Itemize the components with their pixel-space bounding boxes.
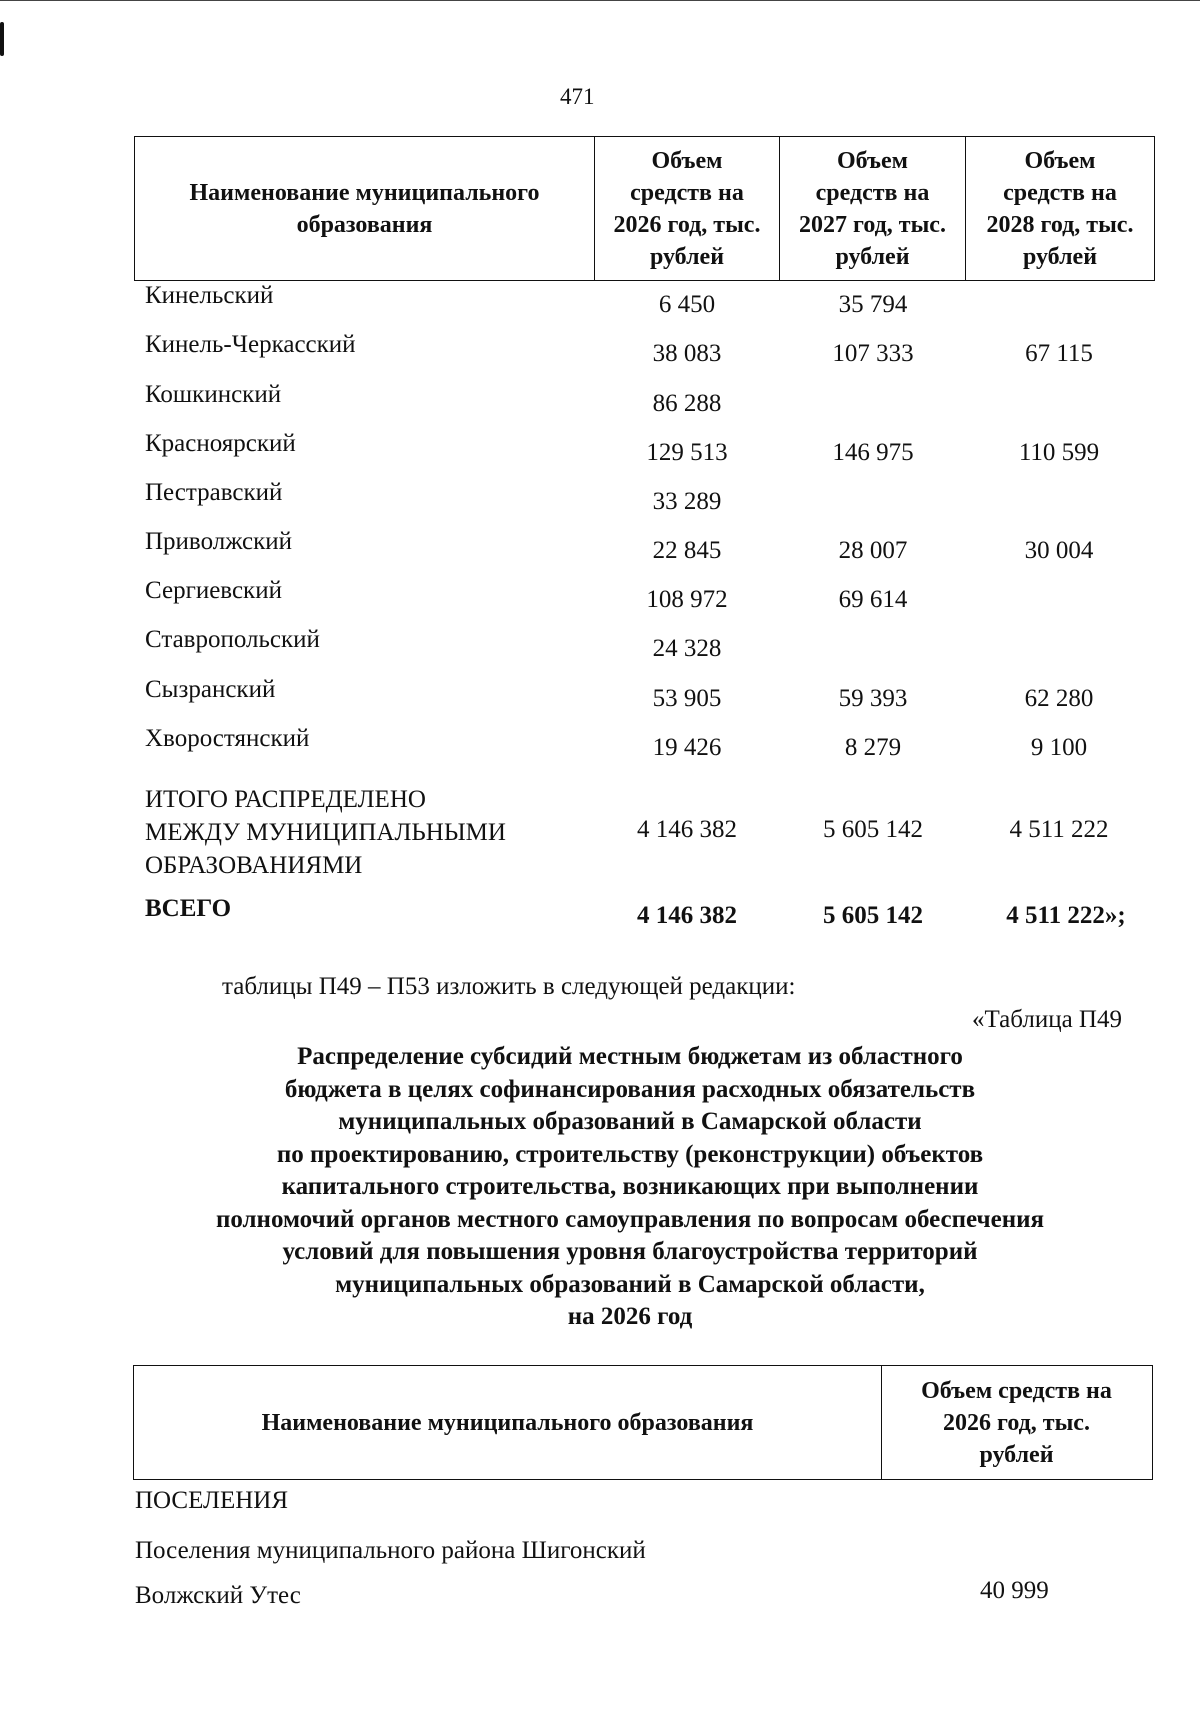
row-value-2027: 8 279 (844, 734, 902, 761)
row-name: Пестравский (145, 479, 283, 506)
row-value-2027: 69 614 (838, 586, 908, 613)
table2-header (133, 1365, 1153, 1480)
row-name: Приволжский (145, 528, 293, 555)
row-value-2027: 59 393 (838, 685, 908, 712)
table2-header-name: Наименование муниципального образования (134, 1366, 882, 1479)
row-name: Сергиевский (145, 577, 282, 604)
row-value-2028: 62 280 (1024, 685, 1094, 712)
row-name: Сызранский (145, 676, 276, 703)
title-line: по проектированию, строительству (реконструкции) объектов (276, 1140, 984, 1168)
grand-total-2028: 4 511 222»; (1006, 902, 1126, 929)
total-distributed-label-line: ОБРАЗОВАНИЯМИ (145, 852, 363, 879)
intro-text: таблицы П49 – П53 изложить в следующей редакции: (222, 973, 796, 1000)
row-value-2026: 86 288 (652, 390, 722, 417)
title-line: муниципальных образований в Самарской области, (335, 1270, 925, 1298)
total-distributed-row (0, 783, 1200, 883)
table1-header-name-text: Наименование муниципального образования (189, 179, 540, 238)
row-value-2028: 110 599 (1018, 439, 1100, 466)
total-distributed-label-line: ИТОГО РАСПРЕДЕЛЕНО (145, 786, 426, 813)
title-line: муниципальных образований в Самарской области (338, 1108, 922, 1135)
row-value-2027: 107 333 (832, 340, 914, 367)
table-row (0, 381, 1200, 421)
grand-total-2026: 4 146 382 (637, 902, 737, 929)
table-row (0, 479, 1200, 519)
row-value-2026: 24 328 (652, 635, 722, 662)
row-value-2026: 53 905 (652, 685, 722, 712)
table1-header-2026-text: Объем средств на 2026 год, тыс. рублей (613, 147, 761, 270)
total-distributed-2026: 4 146 382 (637, 816, 737, 843)
title-line: Распределение субсидий местным бюджетам из областного (297, 1043, 963, 1070)
table1-header-name (135, 137, 595, 280)
table2-header-2026 (881, 1366, 1152, 1479)
row-value-2026: 22 845 (652, 537, 722, 564)
table-row (0, 626, 1200, 666)
table-row (0, 577, 1200, 617)
total-distributed-label-line: МЕЖДУ МУНИЦИПАЛЬНЫМИ (145, 819, 506, 846)
table-row (0, 725, 1200, 765)
total-distributed-2028: 4 511 222 (1009, 816, 1109, 843)
grand-total-label: ВСЕГО (145, 895, 232, 922)
table-row (0, 528, 1200, 568)
row-name: Кинель-Черкасский (145, 331, 356, 358)
title-line: капитального строительства, возникающих при выполнении (281, 1173, 979, 1200)
row-name: Красноярский (145, 430, 296, 457)
table1-header-2028 (966, 137, 1154, 280)
title-line: на 2026 год (567, 1303, 693, 1330)
row-name: Кошкинский (145, 381, 282, 408)
row-value-2028: 67 115 (1025, 340, 1093, 367)
row-value-2026: 38 083 (652, 340, 722, 367)
table1-header-2028-text: Объем средств на 2028 год, тыс. рублей (986, 147, 1134, 270)
row-value-2027: 35 794 (838, 291, 908, 318)
table-row (0, 676, 1200, 716)
table2-header-2026-text: Объем средств на 2026 год, тыс. рублей (921, 1377, 1112, 1468)
row-value-2027: 28 007 (838, 537, 908, 564)
row-name: Ставропольский (145, 626, 320, 653)
row-value-2026: 19 426 (652, 734, 722, 761)
row-value-2026: 33 289 (652, 488, 722, 515)
table-title (130, 1041, 1130, 1334)
total-distributed-label (145, 783, 585, 882)
table2-row-name: Волжский Утес (135, 1582, 301, 1609)
row-value-2027: 146 975 (832, 439, 914, 466)
grand-total-2027: 5 605 142 (823, 902, 923, 929)
section-heading: ПОСЕЛЕНИЯ (135, 1487, 289, 1514)
row-name: Кинельский (145, 282, 274, 309)
table1-header-2027-text: Объем средств на 2027 год, тыс. рублей (799, 147, 946, 270)
title-line: условий для повышения уровня благоустройства территорий (282, 1238, 978, 1265)
page-top-border (0, 0, 1200, 1)
table-row (0, 331, 1200, 371)
row-value-2028: 9 100 (1030, 734, 1088, 761)
row-value-2026: 108 972 (646, 586, 728, 613)
row-value-2026: 129 513 (646, 439, 728, 466)
table2-row-value: 40 999 (980, 1577, 1049, 1604)
title-line: бюджета в целях софинансирования расходных обязательств (284, 1075, 976, 1103)
subsection-heading: Поселения муниципального района Шигонский (135, 1537, 646, 1564)
total-distributed-2027: 5 605 142 (823, 816, 923, 843)
row-value-2028: 30 004 (1024, 537, 1094, 564)
table1-header (134, 136, 1155, 281)
table1-header-2027 (780, 137, 966, 280)
row-value-2026: 6 450 (658, 291, 716, 318)
table1-header-2026 (595, 137, 780, 280)
page-number: 471 (560, 84, 595, 109)
table-row (0, 430, 1200, 470)
row-name: Хворостянский (145, 725, 310, 752)
scan-edge-mark (0, 22, 4, 56)
title-line: полномочий органов местного самоуправления по вопросам обеспечения (215, 1205, 1045, 1233)
table-tag: «Таблица П49 (972, 1006, 1122, 1033)
table-row (0, 282, 1200, 322)
